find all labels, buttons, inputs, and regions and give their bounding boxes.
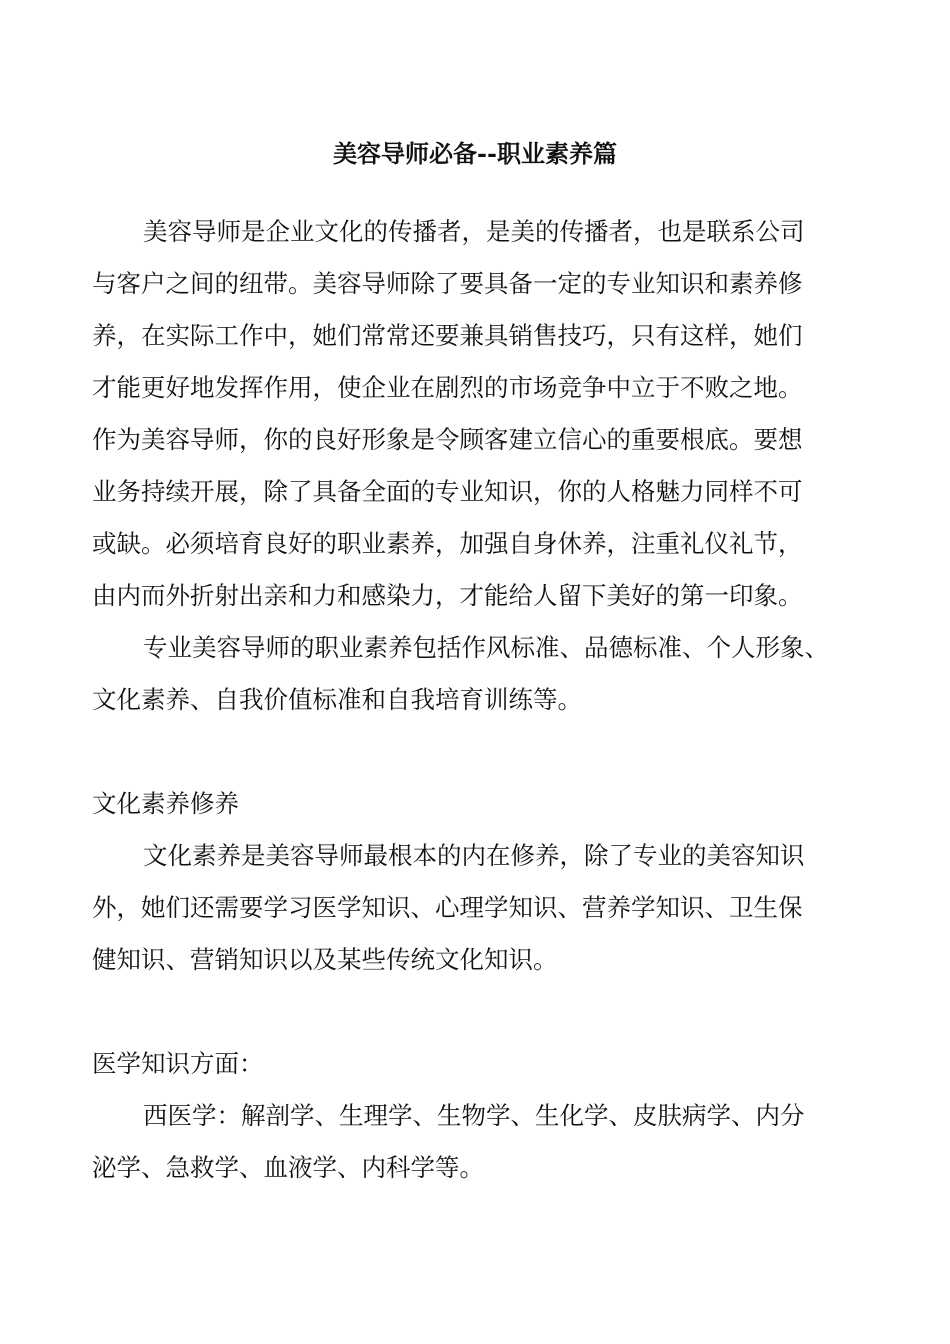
paragraph-line: 文化素养、自我价值标准和自我培育训练等。: [92, 685, 582, 714]
paragraph-line: 或缺。必须培育良好的职业素养，加强自身休养，注重礼仪礼节，: [92, 529, 803, 558]
paragraph-line: 业务持续开展，除了具备全面的专业知识，你的人格魅力同样不可: [92, 477, 803, 506]
paragraph-line: 养，在实际工作中，她们常常还要兼具销售技巧，只有这样，她们: [92, 321, 803, 350]
paragraph-line: 健知识、营销知识以及某些传统文化知识。: [92, 945, 558, 974]
paragraph-line: 才能更好地发挥作用，使企业在剧烈的市场竞争中立于不败之地。: [92, 373, 803, 402]
paragraph-line: 泌学、急救学、血液学、内科学等。: [92, 1153, 484, 1182]
paragraph-line: 西医学：解剖学、生理学、生物学、生化学、皮肤病学、内分: [143, 1101, 805, 1130]
paragraph-line: 文化素养是美容导师最根本的内在修养，除了专业的美容知识: [143, 841, 805, 870]
document-title: 美容导师必备--职业素养篇: [333, 139, 617, 168]
paragraph-line: 作为美容导师，你的良好形象是令顾客建立信心的重要根底。要想: [92, 425, 803, 454]
paragraph-line: 与客户之间的纽带。美容导师除了要具备一定的专业知识和素养修: [92, 269, 803, 298]
section-heading: 医学知识方面：: [92, 1049, 264, 1078]
section-heading: 文化素养修养: [92, 789, 239, 818]
paragraph-line: 专业美容导师的职业素养包括作风标准、品德标准、个人形象、: [143, 633, 829, 662]
paragraph-line: 由内而外折射出亲和力和感染力，才能给人留下美好的第一印象。: [92, 581, 803, 610]
paragraph-line: 外，她们还需要学习医学知识、心理学知识、营养学知识、卫生保: [92, 893, 803, 922]
paragraph-line: 美容导师是企业文化的传播者，是美的传播者，也是联系公司: [143, 217, 805, 246]
